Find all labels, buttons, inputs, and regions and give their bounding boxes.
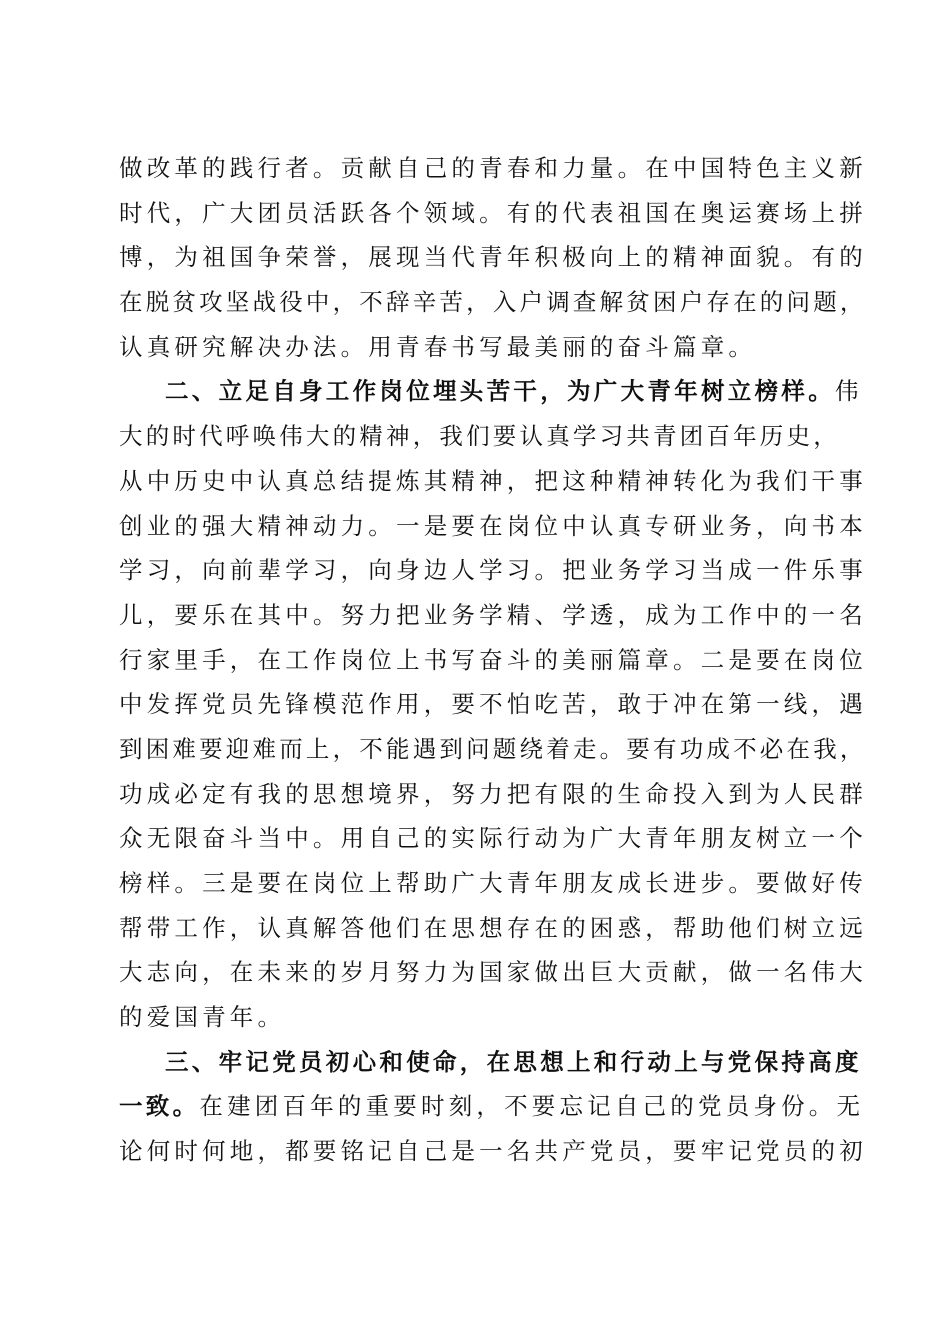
text-line	[119, 369, 863, 414]
paragraph-3	[119, 1040, 867, 1174]
text-line: 从中历史中认真总结提炼其精神，把这种精神转化为我们干事	[119, 466, 867, 495]
text-line: 论何时何地，都要铭记自己是一名共产党员，要牢记党员的初	[119, 1137, 867, 1166]
text-line: 大志向，在未来的岁月努力为国家做出巨大贡献，做一名伟大	[119, 958, 867, 987]
text-line: 时代，广大团员活跃各个领域。有的代表祖国在奥运赛场上拼	[119, 198, 867, 227]
text-line: 功成必定有我的思想境界，努力把有限的生命投入到为人民群	[119, 779, 867, 808]
text-line: 认真研究解决办法。用青春书写最美丽的奋斗篇章。	[119, 332, 757, 361]
text-line: 中发挥党员先锋模范作用，要不怕吃苦，敢于冲在第一线，遇	[119, 690, 867, 719]
text-line: 榜样。三是要在岗位上帮助广大青年朋友成长进步。要做好传	[119, 869, 867, 897]
text-line: 在脱贫攻坚战役中，不辞辛苦，入户调查解贫困户存在的问题，	[119, 288, 867, 317]
text-line: 众无限奋斗当中。用自己的实际行动为广大青年朋友树立一个	[119, 824, 867, 853]
document-body	[119, 146, 867, 1174]
text-line: 到困难要迎难而上，不能遇到问题绕着走。要有功成不必在我，	[119, 734, 867, 763]
section-heading-3-end: 一致。	[119, 1092, 200, 1121]
text-line	[119, 1040, 862, 1085]
text-line: 做改革的践行者。贡献自己的青春和力量。在中国特色主义新	[119, 154, 867, 182]
text-line: 的爱国青年。	[119, 1003, 286, 1032]
section-heading-2: 二、立足自身工作岗位埋头苦干，为广大青年树立榜样。	[165, 377, 835, 406]
text-line: 学习，向前辈学习，向身边人学习。把业务学习当成一件乐事	[119, 556, 867, 585]
text-line: 大的时代呼唤伟大的精神，我们要认真学习共青团百年历史，	[119, 422, 840, 451]
text-run: 在建团百年的重要时刻，不要忘记自己的党员身份。无	[199, 1092, 865, 1121]
text-line: 行家里手，在工作岗位上书写奋斗的美丽篇章。二是要在岗位	[119, 645, 867, 674]
paragraph-2	[119, 369, 867, 1039]
text-line: 创业的强大精神动力。一是要在岗位中认真专研业务，向书本	[119, 511, 867, 540]
text-run: 伟	[835, 377, 863, 406]
paragraph-1	[119, 146, 867, 369]
text-line: 博，为祖国争荣誉，展现当代青年积极向上的精神面貌。有的	[119, 243, 867, 272]
text-line: 帮带工作，认真解答他们在思想存在的困惑，帮助他们树立远	[119, 913, 867, 942]
text-line	[119, 1084, 865, 1129]
section-heading-3: 三、牢记党员初心和使命，在思想上和行动上与党保持高度	[165, 1047, 862, 1076]
text-line: 儿，要乐在其中。努力把业务学精、学透，成为工作中的一名	[119, 600, 867, 629]
